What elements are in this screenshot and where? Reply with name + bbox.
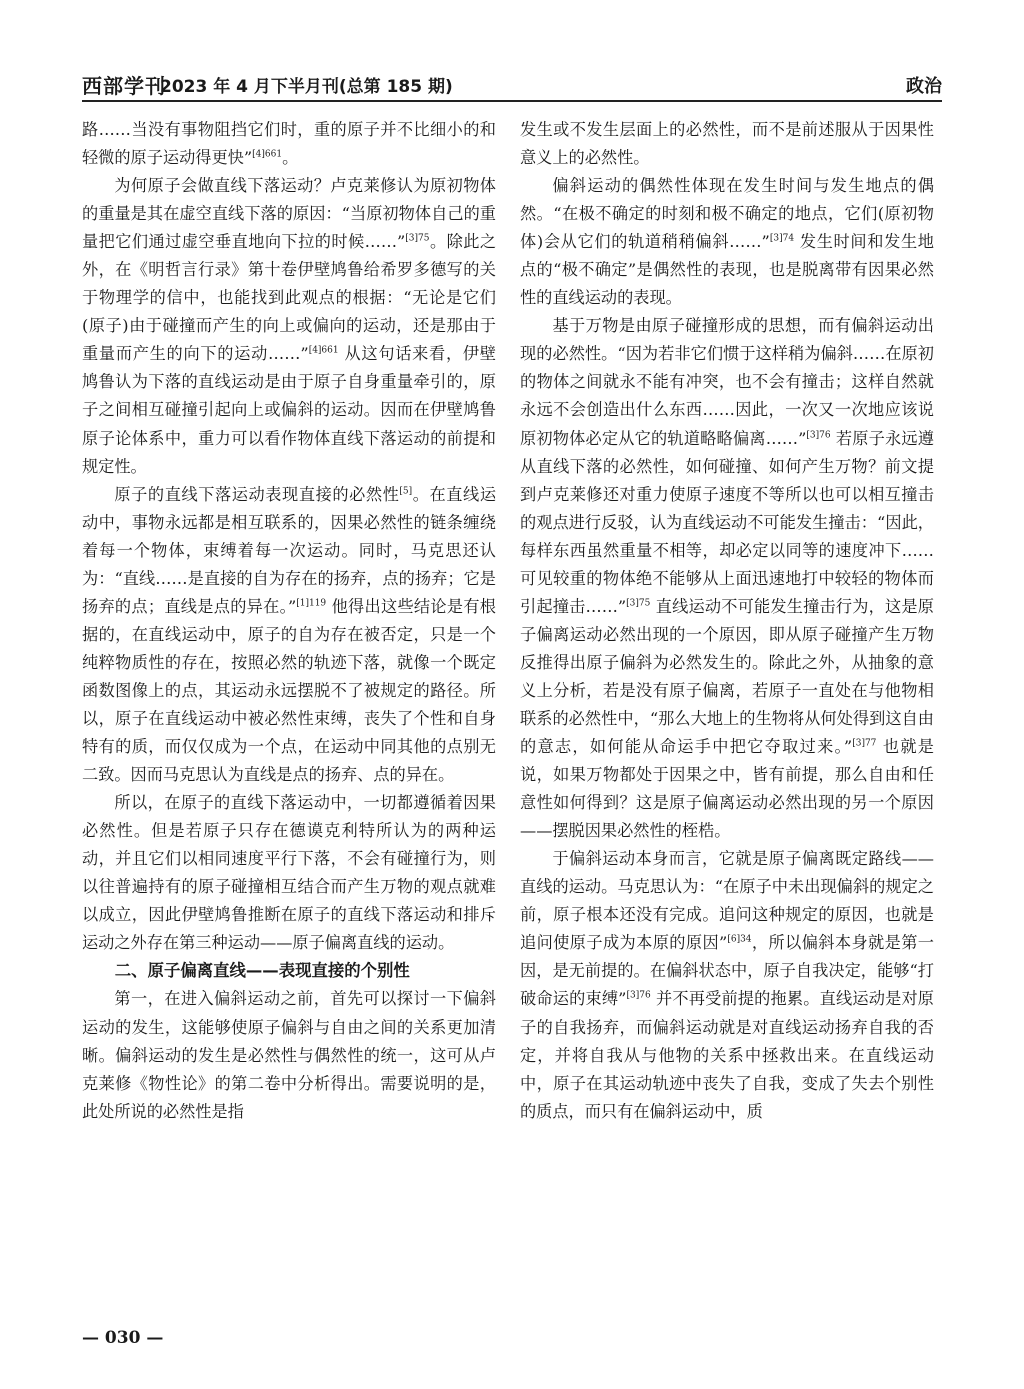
text-run: 于偏斜运动本身而言，它就是原子偏离既定路线——直线的运动。马克思认为：“在原子中未出现偏斜的规定之前，原子根本还没有完成。追问这种规定的原因，也就是追问使原子成为本原的原因” [520, 849, 934, 953]
right-column [520, 116, 934, 1126]
text-run: 从这句话来看，伊壁鸠鲁认为下落的直线运动是由于原子自身重量牵引的，原子之间相互碰撞引起向上或偏斜的运动。因而在伊壁鸠鲁原子论体系中，重力可以看作物体直线下落运动的前提和规定性。 [82, 344, 496, 476]
citation-ref: [1]119 [296, 598, 327, 609]
text-run: 为何原子会做直线下落运动？卢克莱修认为原初物体的重量是其在虚空直线下落的原因：“当原初物体自己的重量把它们通过虚空垂直地向下拉的时候……” [82, 176, 496, 252]
citation-ref: [6]34 [727, 934, 752, 945]
text-run: 所以，在原子的直线下落运动中，一切都遵循着因果必然性。但是若原子只存在德谟克利特所认为的两种运动，并且它们以相同速度平行下落，不会有碰撞行为，则以往普遍持有的原子碰撞相互结合而产生万物的观点就难以成立，因此伊壁鸠鲁推断在原子的直线下落运动和排斥运动之外存在第三种运动——原子偏离直线的运动。 [82, 793, 496, 953]
text-run: 原子的直线下落运动表现直接的必然性 [114, 484, 400, 504]
citation-ref: [3]77 [852, 738, 877, 749]
text-run: 并不再受前提的拖累。直线运动是对原子的自我扬弃，而偏斜运动就是对直线运动扬弃自我的否定，并将自我从与他物的关系中拯救出来。在直线运动中，原子在其运动轨迹中丧失了自我，变成了失去个别性的质点，而只有在偏斜运动中，质 [520, 989, 934, 1121]
text-run: 。 [282, 148, 299, 168]
section-heading [82, 957, 496, 985]
citation-ref: [3]76 [626, 991, 651, 1002]
header-rule [82, 100, 942, 102]
text-run: 。除此之外，在《明哲言行录》第十卷伊壁鸠鲁给希罗多德写的关于物理学的信中，也能找到此观点的根据：“无论是它们(原子)由于碰撞而产生的向上或偏向的运动，还是那由于重量而产生的向下的运动……” [82, 232, 497, 364]
paragraph [520, 172, 934, 312]
page-header [82, 62, 942, 96]
text-run: 直线运动不可能发生撞击行为，这是原子偏离运动必然出现的一个原因，即从原子碰撞产生万物反推得出原子偏斜为必然发生的。除此之外，从抽象的意义上分析，若是没有原子偏离，若原子一直处在与他物相联系的必然性中，“那么大地上的生物将从何处得到这自由的意志，如何能从命运手中把它夺取过来。” [520, 596, 934, 757]
issue-info: 2023 年 4 月下半月刊(总第 185 期) [160, 77, 453, 97]
citation-ref: [3]75 [405, 233, 430, 244]
text-run: 发生或不发生层面上的必然性，而不是前述服从于因果性意义上的必然性。 [520, 120, 934, 168]
text-run: 若原子永远遵从直线下落的必然性，如何碰撞、如何产生万物？前文提到卢克莱修还对重力使原子速度不等所以也可以相互撞击的观点进行反驳，认为直线运动不可能发生撞击：“因此，每样东西虽然重量不相等，却必定以同等的速度冲下……可见较重的物体绝不能够从上面迅速地打中较轻的物体而引起撞击……” [520, 428, 934, 616]
page-number: — 030 — [82, 1328, 164, 1348]
paragraph [520, 116, 934, 172]
section-label: 政治 [906, 76, 942, 97]
text-run: ，所以偏斜本身就是第一因，是无前提的。在偏斜状态中，原子自我决定，能够“打破命运的束缚” [520, 933, 934, 1009]
journal-name: 西部学刊 [82, 74, 166, 98]
text-run: 也就是说，如果万物都处于因果之中，皆有前提，那么自由和任意性如何得到？这是原子偏离运动必然出现的另一个原因——摆脱因果必然性的桎梏。 [520, 737, 934, 841]
citation-ref: [4]661 [308, 345, 339, 356]
paragraph [82, 985, 496, 1125]
text-run: 偏斜运动的偶然性体现在发生时间与发生地点的偶然。“在极不确定的时刻和极不确定的地点，它们(原初物体)会从它们的轨道稍稍偏斜……” [520, 176, 934, 252]
text-run: 路……当没有事物阻挡它们时，重的原子并不比细小的和轻微的原子运动得更快” [82, 120, 496, 168]
paragraph [82, 789, 496, 957]
citation-ref: [3]75 [626, 598, 651, 609]
text-run: 他得出这些结论是有根据的，在直线运动中，原子的自为存在被否定，只是一个纯粹物质性的存在，按照必然的轨迹下落，就像一个既定函数图像上的点，其运动永远摆脱不了被规定的路径。所以，原子在直线运动中被必然性束缚，丧失了个性和自身特有的质，而仅仅成为一个点，在运动中同其他的点别无二致。因而马克思认为直线是点的扬弃、点的异在。 [82, 596, 496, 785]
left-column [82, 116, 496, 1126]
text-run: 第一，在进入偏斜运动之前，首先可以探讨一下偏斜运动的发生，这能够使原子偏斜与自由之间的关系更加清晰。偏斜运动的发生是必然性与偶然性的统一，这可从卢克莱修《物性论》的第二卷中分析得出。需要说明的是，此处所说的必然性是指 [82, 989, 496, 1121]
citation-ref: [5] [399, 486, 413, 497]
text-run: 。在直线运动中，事物永远都是相互联系的，因果必然性的链条缠绕着每一个物体，束缚着每一次运动。同时，马克思还认为：“直线……是直接的自为存在的扬弃，点的扬弃；它是扬弃的点；直线是点的异在。” [82, 484, 497, 616]
paragraph [82, 116, 496, 172]
paragraph [82, 481, 496, 790]
paragraph [82, 172, 496, 481]
text-run: 二、原子偏离直线——表现直接的个别性 [114, 961, 410, 981]
paragraph [520, 845, 934, 1125]
text-run: 发生时间和发生地点的“极不确定”是偶然性的表现，也是脱离带有因果必然性的直线运动的表现。 [520, 232, 934, 308]
paragraph [520, 312, 934, 845]
citation-ref: [3]76 [806, 430, 831, 441]
citation-ref: [3]74 [769, 233, 795, 244]
text-run: 基于万物是由原子碰撞形成的思想，而有偏斜运动出现的必然性。“因为若非它们惯于这样稍为偏斜……在原初的物体之间就永不能有冲突，也不会有撞击；这样自然就永远不会创造出什么东西……因此，一次又一次地应该说原初物体必定从它的轨道略略偏离……” [520, 316, 934, 448]
citation-ref: [4]661 [252, 149, 283, 160]
